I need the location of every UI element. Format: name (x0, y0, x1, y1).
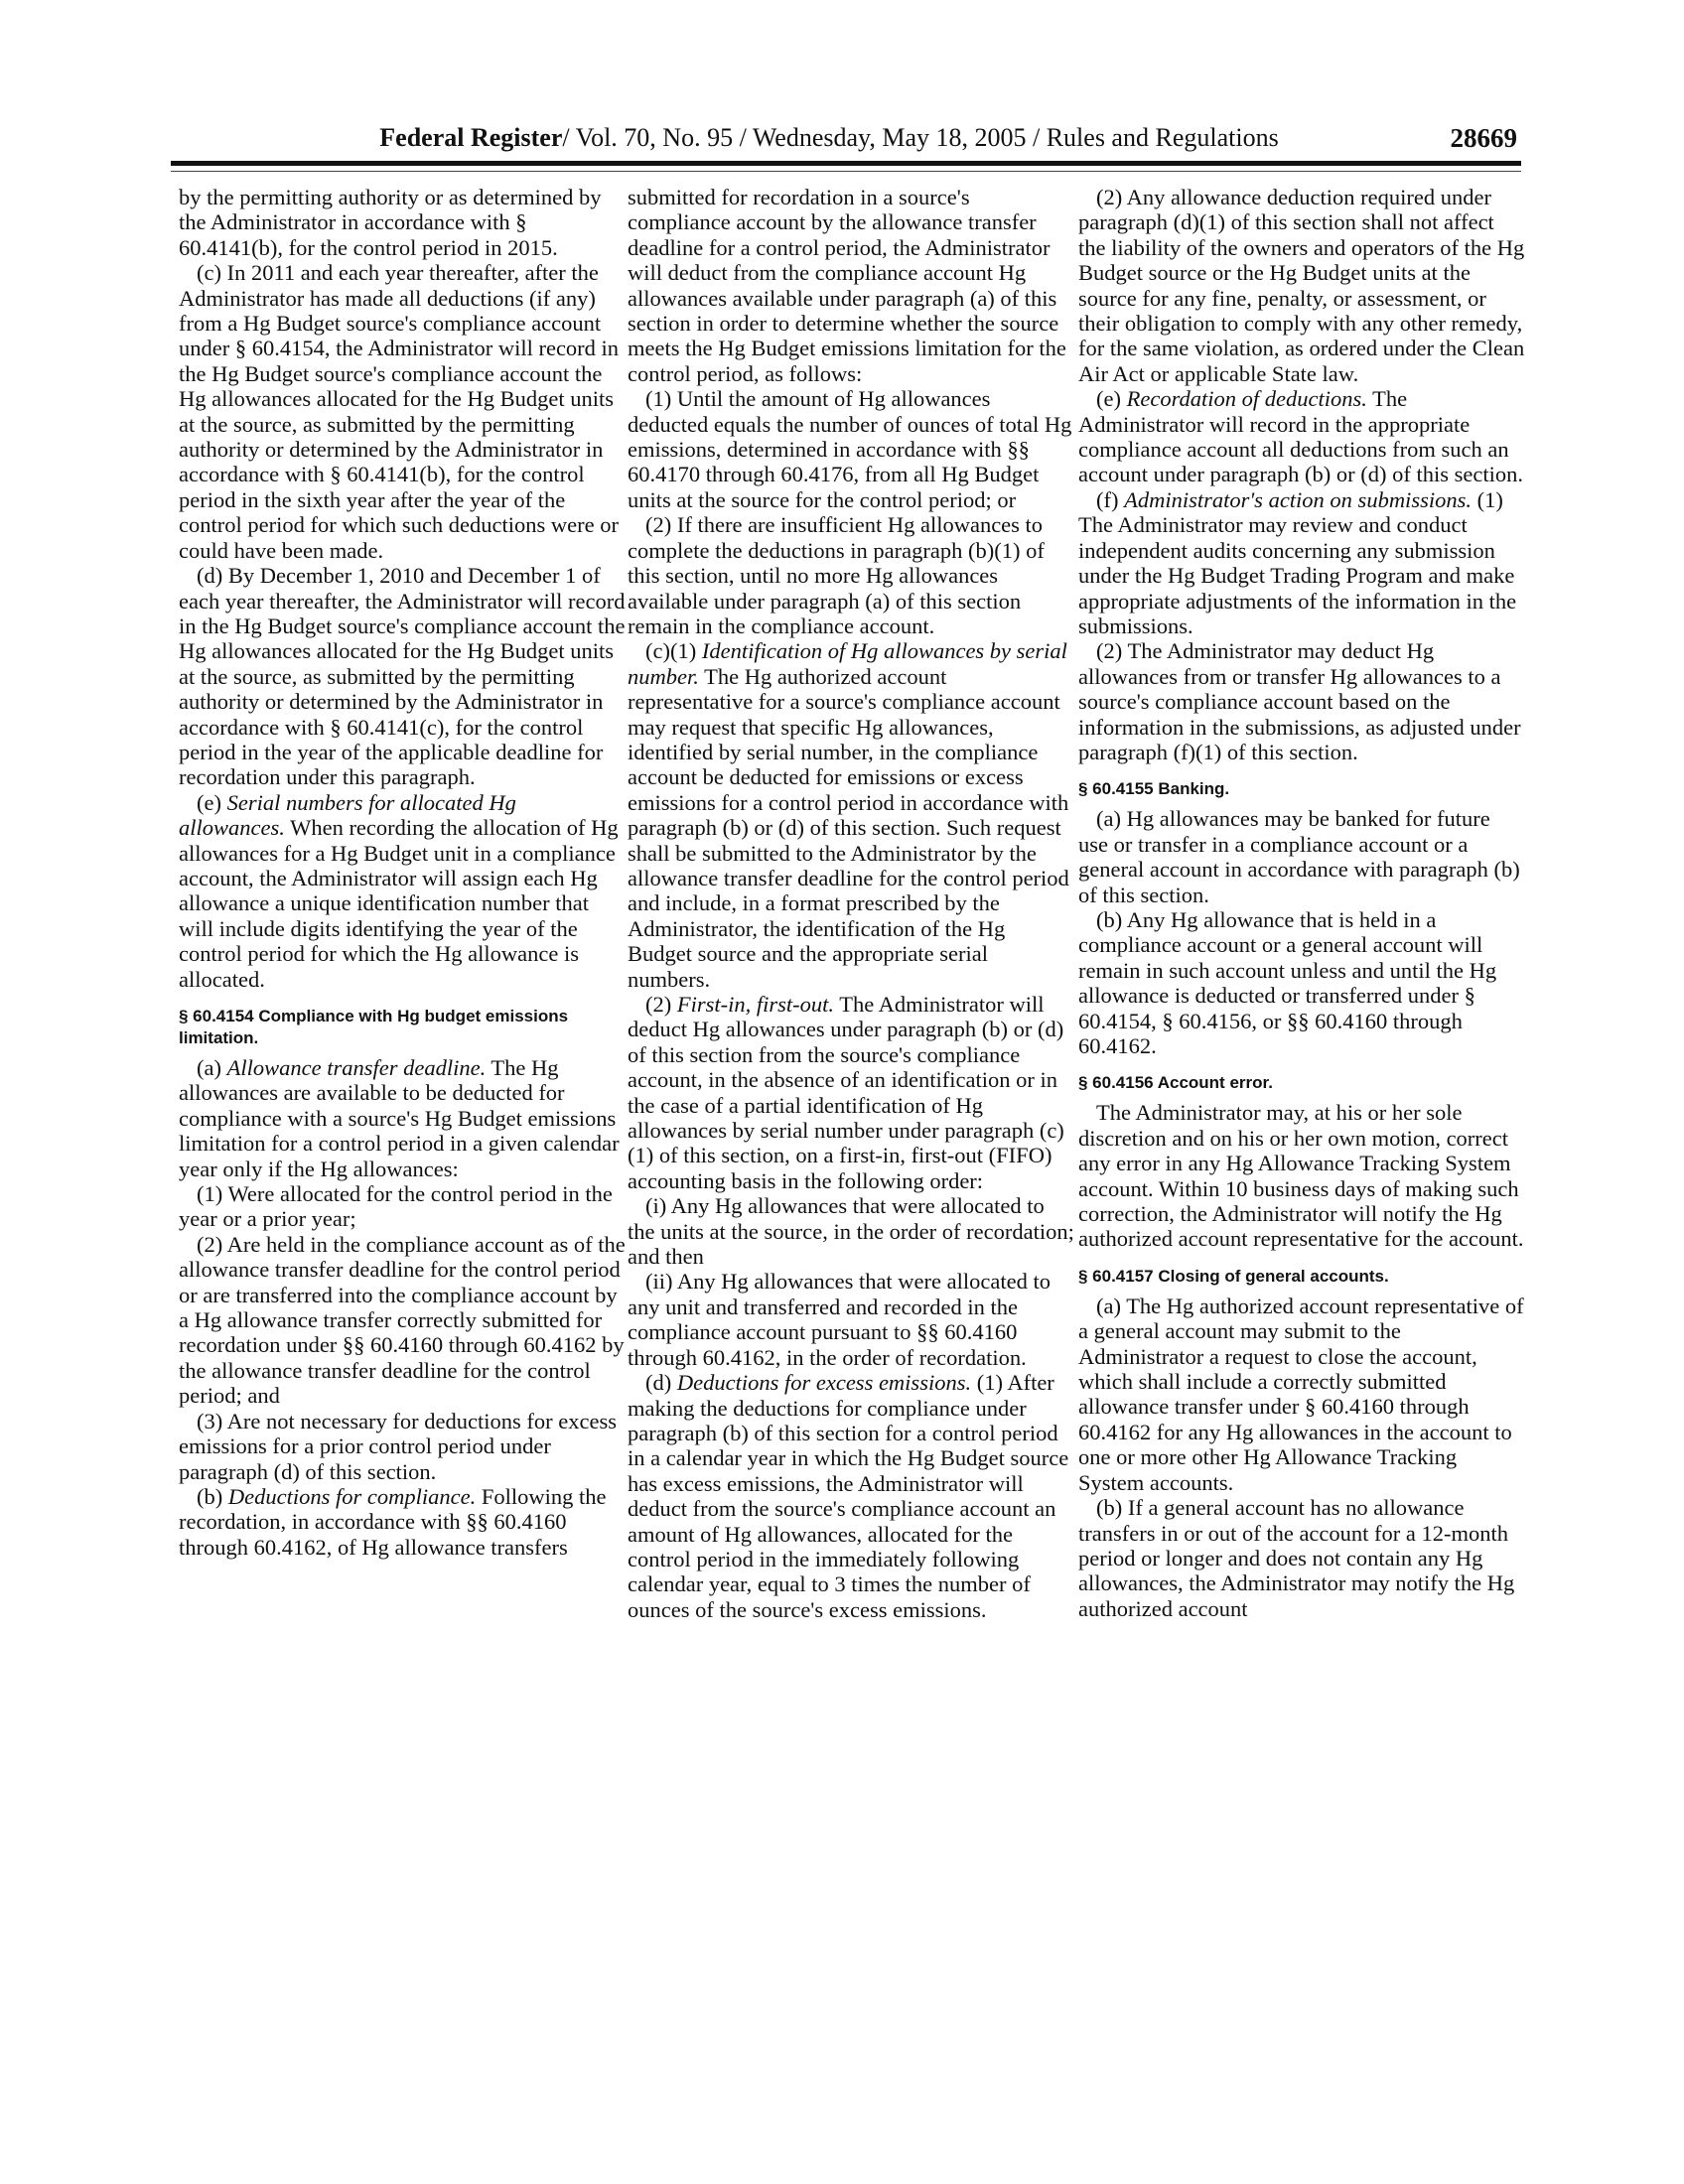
paragraph (628, 992, 1074, 1193)
paragraph: (a) The Hg authorized account representative of a general account may submit to the Administrator a request to close the account, which shall include a correctly submitted allowance transfer under § 60.4160 through 60.4162 for any Hg allowances in the account to one or more other Hg Allowance Tracking System accounts. (1078, 1293, 1524, 1495)
paragraph: (2) Any allowance deduction required under paragraph (d)(1) of this section shall not affect the liability of the owners and operators of the Hg Budget source or the Hg Budget units at the source for any fine, penalty, or assessment, or their obligation to comply with any other remedy, for the same violation, as ordered under the Clean Air Act or applicable State law. (1078, 185, 1525, 386)
paragraph-lead: (f) (1096, 486, 1125, 512)
paragraph-lead: (e) (197, 789, 227, 815)
paragraph: (b) Any Hg allowance that is held in a compliance account or a general account will remain in such account unless and until the Hg allowance is deducted or transferred under § 60.4154, § 60.4156, or §§ 60.4160 through 60.4162. (1078, 906, 1497, 1058)
paragraph-lead: (b) (197, 1483, 228, 1509)
paragraph (628, 638, 1074, 992)
paragraph: (a) Hg allowances may be banked for future use or transfer in a compliance account or a general account in accordance with paragraph (b) of this section. (1078, 806, 1520, 907)
paragraph: (c) In 2011 and each year thereafter, after the Administrator has made all deductions (if any) from a Hg Budget source's compliance account under § 60.4154, the Administrator will record in the Hg Budget source's compliance account the Hg allowances allocated for the Hg Budget units at the source, as submitted by the permitting authority or determined by the Administrator in accordance with § 60.4141(b), for the control period in the sixth year after the year of the control period for which such deductions were or could have been made. (179, 260, 620, 563)
paragraph: (b) If a general account has no allowance transfers in or out of the account for a 12-month period or longer and does not contain any Hg allowances, the Administrator may notify the Hg authorized account (1078, 1495, 1515, 1621)
paragraph (179, 790, 626, 992)
paragraph-text: The Administrator will deduct Hg allowances under paragraph (b) or (d) of this section from the source's compliance account, in the absence of an identification or in the case of a partial identification of Hg allowances by serial number under paragraph (c)(1) of this section, on a first-in, first-out (FIFO) accounting basis in the following order: (628, 992, 1064, 1193)
paragraph: (i) Any Hg allowances that were allocated to the units at the source, in the order of recordation; and then (628, 1193, 1074, 1270)
paragraph-text: (1) The Administrator may review and conduct independent audits concerning any submission under the Hg Budget Trading Program and make appropriate adjustments of the information in the submissions. (1078, 486, 1517, 638)
paragraph-heading-italic: Allowance transfer deadline. (226, 1055, 487, 1080)
column-2 (628, 185, 1074, 1622)
paragraph: (3) Are not necessary for deductions for excess emissions for a prior control period under paragraph (d) of this section. (179, 1408, 617, 1484)
paragraph-heading-italic: Serial numbers for allocated Hg allowances. (179, 789, 516, 841)
paragraph: submitted for recordation in a source's compliance account by the allowance transfer deadline for a control period, the Administrator will deduct from the compliance account Hg allowances available under paragraph (a) of this section in order to determine whether the source meets the Hg Budget emissions limitation for the control period, as follows: (628, 185, 1066, 386)
page-number: 28669 (1450, 123, 1517, 153)
paragraph (628, 1370, 1074, 1622)
paragraph: (2) Are held in the compliance account as of the allowance transfer deadline for the control period or are transferred into the compliance account by a Hg allowance transfer correctly submitted for recordation under §§ 60.4160 through 60.4162 by the allowance transfer deadline for the control period; and (179, 1231, 626, 1409)
paragraph-text: The Hg authorized account representative for a source's compliance account may request that specific Hg allowances, identified by serial number, in the compliance account be deducted for emissions or excess emissions for a control period in accordance with paragraph (b) or (d) of this section. Such request shall be submitted to the Administrator by the allowance transfer deadline for the control period and include, in a format prescribed by the Administrator, the identification of the Hg Budget source and the appropriate serial numbers. (628, 663, 1069, 992)
paragraph: (ii) Any Hg allowances that were allocated to any unit and transferred and recorded in the compliance account pursuant to §§ 60.4160 through 60.4162, in the order of recordation. (628, 1269, 1051, 1370)
paragraph-text: (1) After making the deductions for compliance under paragraph (b) of this section for a control period in a calendar year in which the Hg Budget source has excess emissions, the Administrator will deduct from the source's compliance account an amount of Hg allowances, allocated for the control period in the immediately following calendar year, equal to 3 times the number of ounces of the source's excess emissions. (628, 1370, 1069, 1622)
section-heading: § 60.4157 Closing of general accounts. (1078, 1266, 1389, 1286)
paragraph-lead: (e) (1096, 386, 1127, 412)
paragraph: (2) If there are insufficient Hg allowances to complete the deductions in paragraph (b)(1) of this section, until no more Hg allowances available under paragraph (a) of this section remain in the compliance account. (628, 512, 1045, 638)
paragraph-lead: (c)(1) (645, 638, 702, 664)
running-header (171, 123, 1519, 157)
paragraph-heading-italic: Administrator's action on submissions. (1124, 486, 1472, 512)
paragraph: (d) By December 1, 2010 and December 1 of each year thereafter, the Administrator will record in the Hg Budget source's compliance account the Hg allowances allocated for the Hg Budget units at the source, as submitted by the permitting authority or determined by the Administrator in accordance with § 60.4141(c), for the control period in the year of the applicable deadline for recordation under this paragraph. (179, 563, 626, 790)
paragraph-heading-italic: Deductions for compliance. (227, 1483, 477, 1509)
header-rule-thin (171, 171, 1521, 172)
column-3 (1078, 185, 1525, 1621)
paragraph-text: When recording the allocation of Hg allowances for a Hg Budget unit in a compliance account, the Administrator will assign each Hg allowance a unique identification number that will include digits identifying the year of the control period for which the Hg allowance is allocated. (179, 815, 619, 992)
paragraph: (1) Were allocated for the control period in the year or a prior year; (179, 1181, 613, 1232)
paragraph-heading-italic: Recordation of deductions. (1126, 386, 1367, 412)
paragraph-text: Following the recordation, in accordance with §§ 60.4160 through 60.4162, of Hg allowance transfers (179, 1483, 607, 1560)
paragraph: The Administrator may, at his or her sole discretion and on his or her own motion, correct any error in any Hg Allowance Tracking System account. Within 10 business days of making such correction, the Administrator will notify the Hg authorized account representative for the account. (1078, 1100, 1524, 1252)
paragraph (179, 1484, 626, 1560)
section-heading: § 60.4155 Banking. (1078, 779, 1230, 799)
paragraph (179, 1055, 626, 1181)
issue-info: / Vol. 70, No. 95 / Wednesday, May 18, 2005 / Rules and Regulations (562, 123, 1279, 152)
section-heading: § 60.4154 Compliance with Hg budget emissions limitation. (179, 1007, 569, 1047)
paragraph-lead: (2) (645, 992, 677, 1017)
paragraph-text: The Hg allowances are available to be deducted for compliance with a source's Hg Budget emissions limitation for a control period in a given calendar year only if the Hg allowances: (179, 1055, 620, 1181)
paragraph-heading-italic: First-in, first-out. (676, 992, 835, 1017)
paragraph: by the permitting authority or as determined by the Administrator in accordance with § 60.4141(b), for the control period in 2015. (179, 185, 602, 260)
journal-name: Federal Register (379, 123, 563, 152)
paragraph-heading-italic: Identification of Hg allowances by serial number. (628, 638, 1067, 689)
paragraph (1078, 386, 1525, 487)
running-head (328, 123, 1331, 153)
paragraph-heading-italic: Deductions for excess emissions. (676, 1370, 972, 1396)
paragraph: (2) The Administrator may deduct Hg allowances from or transfer Hg allowances to a source's compliance account based on the information in the submissions, as adjusted under paragraph (f)(1) of this section. (1078, 638, 1521, 764)
section-heading: § 60.4156 Account error. (1078, 1073, 1273, 1093)
paragraph-lead: (d) (645, 1370, 677, 1396)
header-rule-thick (171, 161, 1521, 166)
paragraph-text: The Administrator will record in the appropriate compliance account all deductions from such an account under paragraph (b) or (d) of this section. (1078, 386, 1523, 487)
paragraph: (1) Until the amount of Hg allowances deducted equals the number of ounces of total Hg emissions, determined in accordance with §§ 60.4170 through 60.4176, from all Hg Budget units at the source for the control period; or (628, 386, 1072, 512)
paragraph-lead: (a) (197, 1055, 227, 1080)
column-1 (179, 185, 626, 1560)
paragraph (1078, 487, 1525, 638)
